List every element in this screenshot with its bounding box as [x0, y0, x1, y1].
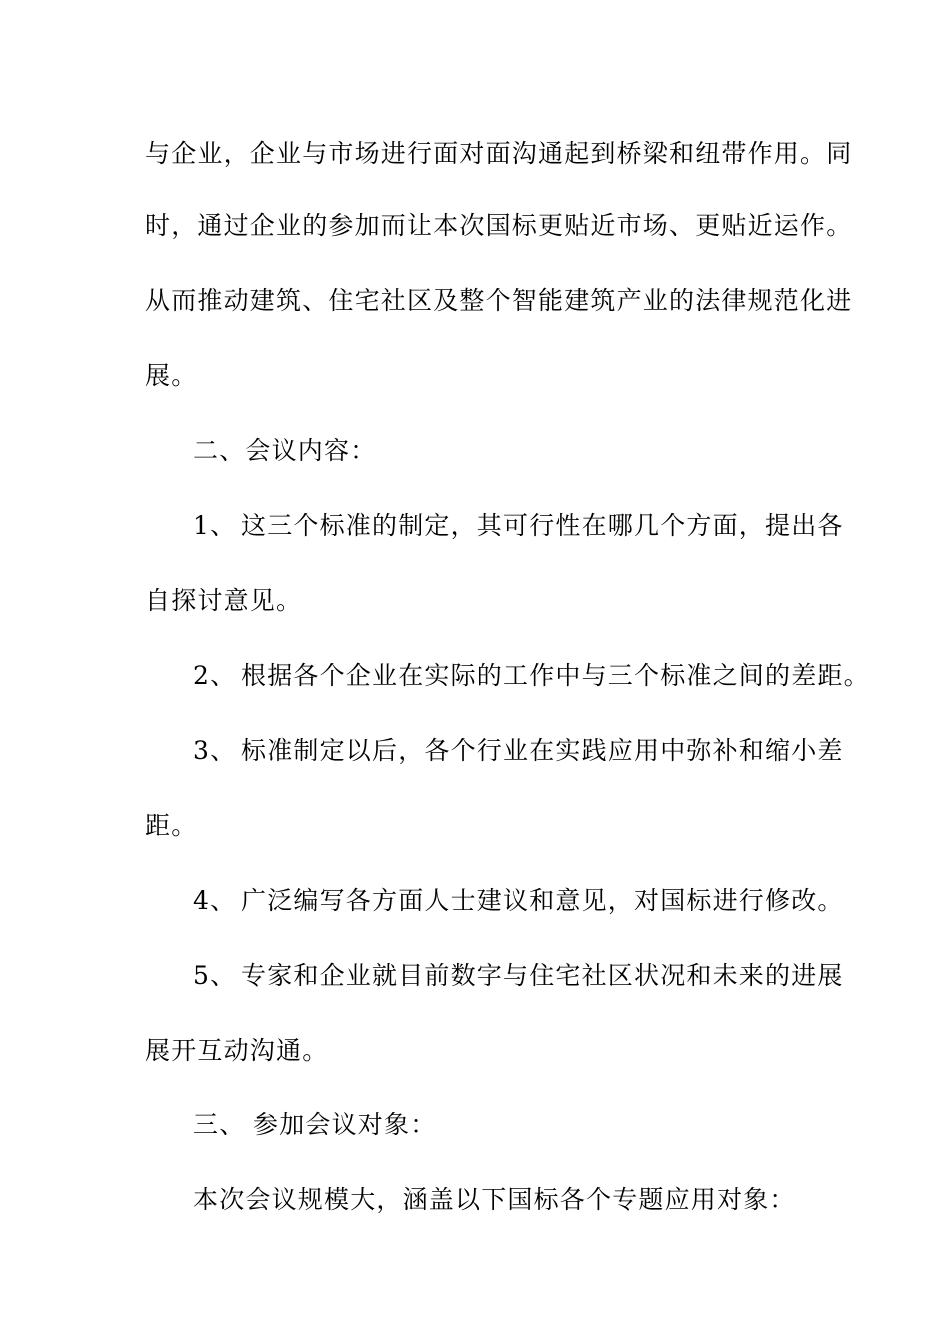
list-item-number: 4、	[193, 886, 237, 915]
list-item-text: 广泛编写各方面人士建议和意见，对国标进行修改。	[241, 886, 844, 915]
section-heading	[193, 1110, 863, 1140]
list-item	[193, 961, 863, 991]
list-item-number: 1、	[193, 511, 237, 540]
list-item-continuation: 展开互动沟通。	[145, 1036, 329, 1065]
paragraph-line: 时，通过企业的参加而让本次国标更贴近市场、更贴近运作。	[145, 211, 853, 240]
list-item-continuation: 距。	[145, 811, 198, 840]
list-item	[193, 661, 870, 691]
list-item-text: 这三个标准的制定，其可行性在哪几个方面，提出各	[241, 511, 844, 540]
list-item-number: 3、	[193, 736, 237, 765]
paragraph-line: 从而推动建筑、住宅社区及整个智能建筑产业的法律规范化进	[145, 286, 853, 315]
list-item-continuation: 自探讨意见。	[145, 586, 303, 615]
section-heading: 二、会议内容：	[193, 436, 377, 465]
list-item	[193, 886, 863, 916]
list-item-number: 5、	[193, 961, 237, 990]
list-item	[193, 511, 863, 541]
paragraph-line: 本次会议规模大，涵盖以下国标各个专题应用对象：	[193, 1185, 796, 1214]
list-item	[193, 736, 863, 766]
list-item-text: 专家和企业就目前数字与住宅社区状况和未来的进展	[241, 961, 844, 990]
list-item-text: 根据各个企业在实际的工作中与三个标准之间的差距。	[241, 661, 870, 690]
list-item-text: 标准制定以后，各个行业在实践应用中弥补和缩小差	[241, 736, 844, 765]
paragraph-line: 与企业，企业与市场进行面对面沟通起到桥梁和纽带作用。同	[145, 139, 853, 168]
list-item-number: 2、	[193, 661, 237, 690]
section-title: 参加会议对象：	[253, 1110, 437, 1139]
paragraph-line: 展。	[145, 361, 198, 390]
section-number: 三、	[193, 1110, 246, 1139]
